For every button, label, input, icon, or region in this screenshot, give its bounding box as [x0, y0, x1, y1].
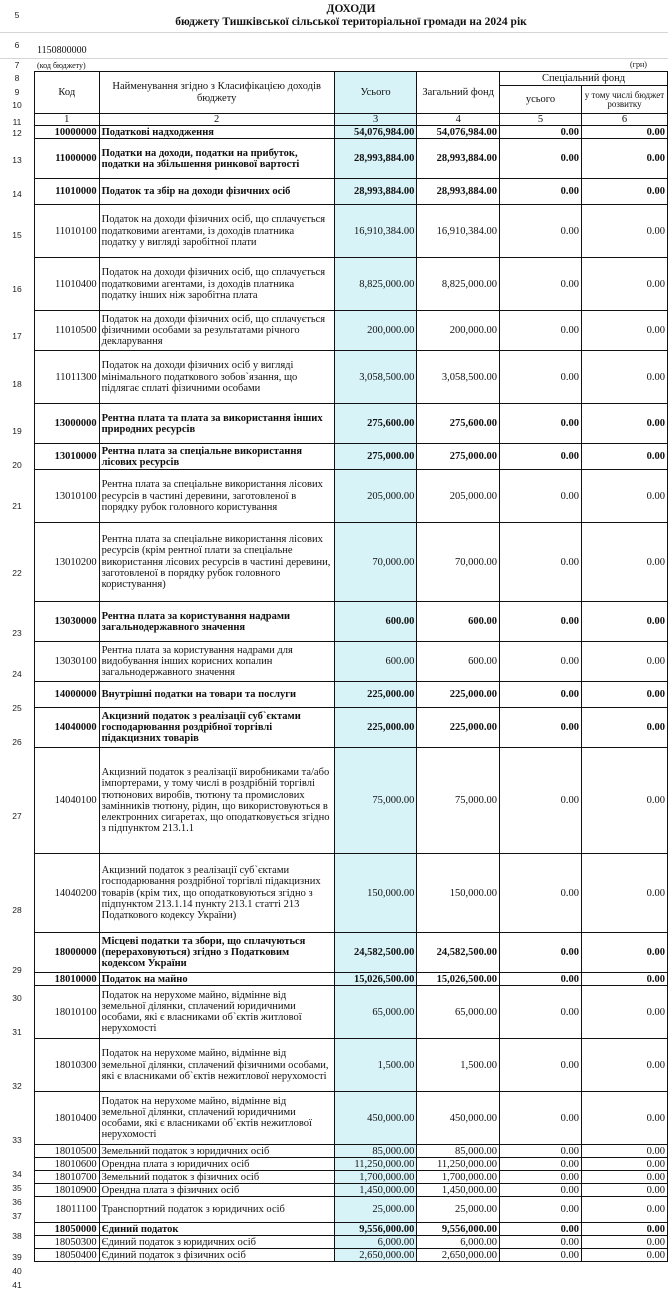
row-general: 6,000.00	[417, 1236, 500, 1249]
row-code: 11011300	[35, 351, 100, 404]
row-total: 75,000.00	[334, 748, 417, 854]
row-special: 0.00	[500, 205, 582, 258]
row-general: 16,910,384.00	[417, 205, 500, 258]
table-row	[35, 1158, 668, 1171]
table-row	[35, 404, 668, 444]
row-name: Податок на нерухоме майно, відмінне від земельної ділянки, сплачений юридичними особами, які є власниками об`єктів нежитлової нерухомості	[99, 1092, 334, 1145]
row-special: 0.00	[500, 708, 582, 748]
row-special: 0.00	[500, 682, 582, 708]
row-total: 85,000.00	[334, 1145, 417, 1158]
table-row	[35, 748, 668, 854]
row-total: 2,650,000.00	[334, 1249, 417, 1262]
budget-code: 1150800000	[37, 45, 87, 56]
row-code: 13030100	[35, 642, 100, 682]
row-development: 0.00	[581, 311, 667, 351]
row-number: 30	[12, 992, 22, 1003]
row-code: 18011100	[35, 1197, 100, 1223]
table-row	[35, 1039, 668, 1092]
row-number: 9	[14, 87, 20, 97]
row-total: 1,450,000.00	[334, 1184, 417, 1197]
row-general: 225,000.00	[417, 682, 500, 708]
row-development: 0.00	[581, 748, 667, 854]
row-development: 0.00	[581, 1092, 667, 1145]
row-special: 0.00	[500, 404, 582, 444]
row-number: 25	[12, 703, 22, 713]
table-row	[35, 1092, 668, 1145]
row-total: 200,000.00	[334, 311, 417, 351]
row-special: 0.00	[500, 1236, 582, 1249]
row-code: 11000000	[35, 139, 100, 179]
row-special: 0.00	[500, 311, 582, 351]
row-code: 18050000	[35, 1223, 100, 1236]
row-total: 24,582,500.00	[334, 933, 417, 973]
row-number: 16	[12, 283, 22, 294]
row-code: 18050300	[35, 1236, 100, 1249]
row-name: Акцизний податок з реалізації суб`єктами господарювання роздрібної торгівлі підакцизних товарів	[99, 708, 334, 748]
row-name: Орендна плата з фізичних осіб	[99, 1184, 334, 1197]
row-development: 0.00	[581, 1145, 667, 1158]
row-number: 21	[12, 500, 22, 511]
row-number: 14	[12, 189, 22, 199]
row-code: 18010300	[35, 1039, 100, 1092]
row-total: 450,000.00	[334, 1092, 417, 1145]
document-title: ДОХОДИ	[326, 3, 376, 15]
row-general: 70,000.00	[417, 523, 500, 602]
row-general: 600.00	[417, 602, 500, 642]
row-code: 13030000	[35, 602, 100, 642]
row-general: 1,700,000.00	[417, 1171, 500, 1184]
row-special: 0.00	[500, 1092, 582, 1145]
row-name: Податкові надходження	[99, 126, 334, 139]
table-row	[35, 1236, 668, 1249]
document-subtitle: бюджету Тишківської сільської територіальної громади на 2024 рік	[175, 16, 527, 28]
row-development: 0.00	[581, 404, 667, 444]
currency-label: (грн)	[630, 60, 647, 69]
table-row	[35, 973, 668, 986]
row-development: 0.00	[581, 1171, 667, 1184]
row-total: 600.00	[334, 642, 417, 682]
row-name: Транспортний податок з юридичних осіб	[99, 1197, 334, 1223]
table-row	[35, 258, 668, 311]
row-development: 0.00	[581, 642, 667, 682]
column-number: 4	[417, 114, 500, 126]
row-development: 0.00	[581, 854, 667, 933]
row-number: 12	[12, 127, 22, 138]
row-number: 41	[12, 1279, 22, 1290]
row-code: 11010100	[35, 205, 100, 258]
table-row	[35, 933, 668, 973]
table-row	[35, 311, 668, 351]
table-row	[35, 602, 668, 642]
row-number: 29	[12, 965, 22, 975]
row-special: 0.00	[500, 523, 582, 602]
table-row	[35, 1249, 668, 1262]
row-development: 0.00	[581, 682, 667, 708]
row-development: 0.00	[581, 933, 667, 973]
row-general: 9,556,000.00	[417, 1223, 500, 1236]
column-number: 6	[581, 114, 667, 126]
row-name: Податок та збір на доходи фізичних осіб	[99, 179, 334, 205]
table-row	[35, 642, 668, 682]
row-code: 18010600	[35, 1158, 100, 1171]
row-general: 11,250,000.00	[417, 1158, 500, 1171]
row-total: 1,700,000.00	[334, 1171, 417, 1184]
row-total: 65,000.00	[334, 986, 417, 1039]
row-general: 3,058,500.00	[417, 351, 500, 404]
row-code: 14040200	[35, 854, 100, 933]
table-row	[35, 205, 668, 258]
row-name: Податок на доходи фізичних осіб, що сплачується фізичними особами за результатами річного декларування	[99, 311, 334, 351]
row-special: 0.00	[500, 986, 582, 1039]
row-code: 18010700	[35, 1171, 100, 1184]
row-special: 0.00	[500, 1145, 582, 1158]
row-name: Податок на нерухоме майно, відмінне від земельної ділянки, сплачений юридичними особами, які є власниками об`єктів житлової нерухомості	[99, 986, 334, 1039]
row-number: 15	[12, 229, 22, 240]
table-row	[35, 470, 668, 523]
row-special: 0.00	[500, 470, 582, 523]
row-number: 8	[14, 73, 20, 83]
column-header-special-total: усього	[500, 86, 582, 114]
row-general: 54,076,984.00	[417, 126, 500, 139]
row-general: 28,993,884.00	[417, 139, 500, 179]
row-development: 0.00	[581, 205, 667, 258]
row-development: 0.00	[581, 1249, 667, 1262]
row-name: Єдиний податок з фізичних осіб	[99, 1249, 334, 1262]
row-general: 1,500.00	[417, 1039, 500, 1092]
row-special: 0.00	[500, 139, 582, 179]
row-total: 28,993,884.00	[334, 139, 417, 179]
row-development: 0.00	[581, 986, 667, 1039]
row-total: 15,026,500.00	[334, 973, 417, 986]
row-special: 0.00	[500, 1197, 582, 1223]
row-number: 40	[12, 1265, 22, 1276]
row-name: Податки на доходи, податки на прибуток, податки на збільшення ринкової вартості	[99, 139, 334, 179]
row-name: Земельний податок з фізичних осіб	[99, 1171, 334, 1184]
row-development: 0.00	[581, 1039, 667, 1092]
row-total: 25,000.00	[334, 1197, 417, 1223]
row-code: 18010500	[35, 1145, 100, 1158]
table-row	[35, 1197, 668, 1223]
row-number: 19	[12, 426, 22, 436]
row-name: Податок на доходи фізичних осіб, що сплачується податковими агентами, із доходів платника податку інших ніж заробітна плата	[99, 258, 334, 311]
row-code: 11010500	[35, 311, 100, 351]
row-name: Акцизний податок з реалізації виробниками та/або імпортерами, у тому числі в роздрібній торгівлі тютюнових виробів, тютюну та промислових замінників тютюну, рідин, що використовуються в електронних сигаретах, що оподатковується згідно з підпунктом 213.1.1	[99, 748, 334, 854]
row-number: 35	[12, 1182, 22, 1193]
column-number: 1	[35, 114, 100, 126]
row-general: 200,000.00	[417, 311, 500, 351]
row-special: 0.00	[500, 1171, 582, 1184]
row-name: Рентна плата за користування надрами загальнодержавного значення	[99, 602, 334, 642]
table-row	[35, 682, 668, 708]
table-row	[35, 1171, 668, 1184]
budget-code-label: (код бюджету)	[37, 61, 86, 70]
table-row	[35, 708, 668, 748]
row-special: 0.00	[500, 1223, 582, 1236]
row-total: 70,000.00	[334, 523, 417, 602]
row-number: 22	[12, 567, 22, 578]
row-general: 2,650,000.00	[417, 1249, 500, 1262]
row-number: 7	[14, 60, 20, 70]
column-header-code: Код	[35, 72, 100, 114]
row-special: 0.00	[500, 258, 582, 311]
row-general: 275,600.00	[417, 404, 500, 444]
row-development: 0.00	[581, 179, 667, 205]
row-total: 275,600.00	[334, 404, 417, 444]
row-name: Рентна плата за користування надрами для видобування інших корисних копалин загальнодержавного значення	[99, 642, 334, 682]
row-code: 11010400	[35, 258, 100, 311]
table-row	[35, 351, 668, 404]
row-name: Податок на доходи фізичних осіб у вигляді мінімального податкового зобов`язання, що підлягає сплаті фізичними особами	[99, 351, 334, 404]
row-total: 205,000.00	[334, 470, 417, 523]
row-special: 0.00	[500, 1249, 582, 1262]
row-number: 20	[12, 460, 22, 470]
row-number: 37	[12, 1210, 22, 1221]
row-special: 0.00	[500, 126, 582, 139]
row-general: 205,000.00	[417, 470, 500, 523]
row-total: 275,000.00	[334, 444, 417, 470]
row-special: 0.00	[500, 642, 582, 682]
column-header-special-dev: у тому числі бюджет розвитку	[581, 86, 667, 114]
row-special: 0.00	[500, 602, 582, 642]
row-number: 32	[12, 1080, 22, 1091]
row-total: 600.00	[334, 602, 417, 642]
row-code: 18010000	[35, 973, 100, 986]
row-development: 0.00	[581, 602, 667, 642]
row-name: Акцизний податок з реалізації суб`єктами господарювання роздрібної торгівлі підакцизних товарів (крім тих, що оподатковуються згідно з підпунктом 213.1.14 пункту 213.1 статті 213 Податкового кодексу України)	[99, 854, 334, 933]
row-number: 28	[12, 904, 22, 915]
row-number: 18	[12, 378, 22, 389]
row-number: 26	[12, 737, 22, 747]
row-total: 150,000.00	[334, 854, 417, 933]
row-general: 25,000.00	[417, 1197, 500, 1223]
column-header-total: Усього	[334, 72, 417, 114]
table-row	[35, 139, 668, 179]
table-row	[35, 1145, 668, 1158]
row-name: Податок на доходи фізичних осіб, що сплачується податковими агентами, із доходів платника податку у вигляді заробітної плати	[99, 205, 334, 258]
row-code: 13010000	[35, 444, 100, 470]
row-special: 0.00	[500, 1158, 582, 1171]
row-number: 11	[12, 117, 22, 127]
row-number: 10	[12, 100, 22, 110]
row-name: Рентна плата за спеціальне використання лісових ресурсів (крім рентної плати за спеціальне використання лісових ресурсів в частині деревини, заготовленої в порядку рубок головного користування)	[99, 523, 334, 602]
row-special: 0.00	[500, 1039, 582, 1092]
row-total: 8,825,000.00	[334, 258, 417, 311]
row-special: 0.00	[500, 973, 582, 986]
row-name: Єдиний податок	[99, 1223, 334, 1236]
row-development: 0.00	[581, 444, 667, 470]
table-row	[35, 523, 668, 602]
row-name: Єдиний податок з юридичних осіб	[99, 1236, 334, 1249]
row-total: 225,000.00	[334, 708, 417, 748]
row-number: 31	[12, 1026, 22, 1037]
row-number: 33	[12, 1134, 22, 1145]
row-total: 9,556,000.00	[334, 1223, 417, 1236]
row-general: 65,000.00	[417, 986, 500, 1039]
row-code: 18000000	[35, 933, 100, 973]
row-development: 0.00	[581, 1236, 667, 1249]
row-general: 150,000.00	[417, 854, 500, 933]
row-development: 0.00	[581, 351, 667, 404]
row-general: 8,825,000.00	[417, 258, 500, 311]
table-row	[35, 1223, 668, 1236]
table-row	[35, 444, 668, 470]
row-name: Внутрішні податки на товари та послуги	[99, 682, 334, 708]
row-name: Рентна плата та плата за використання інших природних ресурсів	[99, 404, 334, 444]
row-code: 14040100	[35, 748, 100, 854]
row-general: 28,993,884.00	[417, 179, 500, 205]
column-number: 2	[99, 114, 334, 126]
row-general: 225,000.00	[417, 708, 500, 748]
table-row	[35, 986, 668, 1039]
row-development: 0.00	[581, 470, 667, 523]
row-general: 85,000.00	[417, 1145, 500, 1158]
row-code: 18010900	[35, 1184, 100, 1197]
row-number: 34	[12, 1168, 22, 1179]
column-header-name: Найменування згідно з Класифікацією доходів бюджету	[99, 72, 334, 114]
row-code: 13010200	[35, 523, 100, 602]
row-code: 18010100	[35, 986, 100, 1039]
row-code: 11010000	[35, 179, 100, 205]
row-code: 18050400	[35, 1249, 100, 1262]
row-code: 10000000	[35, 126, 100, 139]
row-number: 23	[12, 628, 22, 638]
row-special: 0.00	[500, 1184, 582, 1197]
row-number: 39	[12, 1251, 22, 1262]
row-general: 75,000.00	[417, 748, 500, 854]
row-development: 0.00	[581, 523, 667, 602]
row-name: Податок на нерухоме майно, відмінне від земельної ділянки, сплачений фізичними особами, які є власниками об`єктів нежитлової нерухомості	[99, 1039, 334, 1092]
row-development: 0.00	[581, 258, 667, 311]
row-name: Податок на майно	[99, 973, 334, 986]
row-number: 17	[12, 331, 22, 341]
row-name: Рентна плата за спеціальне використання лісових ресурсів в частині деревини, заготовленої в порядку рубок головного користування	[99, 470, 334, 523]
row-development: 0.00	[581, 1197, 667, 1223]
row-name: Земельний податок з юридичних осіб	[99, 1145, 334, 1158]
row-number: 38	[12, 1231, 22, 1241]
column-header-special: Спеціальний фонд	[500, 72, 668, 86]
row-name: Орендна плата з юридичних осіб	[99, 1158, 334, 1171]
row-development: 0.00	[581, 708, 667, 748]
row-special: 0.00	[500, 444, 582, 470]
row-special: 0.00	[500, 854, 582, 933]
row-code: 18010400	[35, 1092, 100, 1145]
row-general: 15,026,500.00	[417, 973, 500, 986]
row-name: Рентна плата за спеціальне використання лісових ресурсів	[99, 444, 334, 470]
row-development: 0.00	[581, 1184, 667, 1197]
column-header-general: Загальний фонд	[417, 72, 500, 114]
row-general: 24,582,500.00	[417, 933, 500, 973]
row-general: 275,000.00	[417, 444, 500, 470]
row-total: 6,000.00	[334, 1236, 417, 1249]
row-general: 600.00	[417, 642, 500, 682]
row-total: 28,993,884.00	[334, 179, 417, 205]
row-number: 6	[14, 40, 20, 50]
row-total: 54,076,984.00	[334, 126, 417, 139]
table-row	[35, 854, 668, 933]
row-development: 0.00	[581, 139, 667, 179]
column-number: 3	[334, 114, 417, 126]
row-number: 13	[12, 155, 22, 165]
row-total: 16,910,384.00	[334, 205, 417, 258]
row-code: 14000000	[35, 682, 100, 708]
row-total: 1,500.00	[334, 1039, 417, 1092]
row-general: 450,000.00	[417, 1092, 500, 1145]
row-total: 225,000.00	[334, 682, 417, 708]
row-code: 14040000	[35, 708, 100, 748]
column-number: 5	[500, 114, 582, 126]
table-row	[35, 1184, 668, 1197]
table-row	[35, 126, 668, 139]
row-total: 3,058,500.00	[334, 351, 417, 404]
row-special: 0.00	[500, 933, 582, 973]
row-special: 0.00	[500, 748, 582, 854]
row-special: 0.00	[500, 179, 582, 205]
table-row	[35, 179, 668, 205]
row-number: 36	[12, 1196, 22, 1207]
row-total: 11,250,000.00	[334, 1158, 417, 1171]
row-development: 0.00	[581, 126, 667, 139]
row-general: 1,450,000.00	[417, 1184, 500, 1197]
row-development: 0.00	[581, 973, 667, 986]
revenue-table	[34, 71, 668, 1262]
row-number: 5	[14, 10, 20, 20]
row-name: Місцеві податки та збори, що сплачуються (перераховуються) згідно з Податковим кодексом України	[99, 933, 334, 973]
row-special: 0.00	[500, 351, 582, 404]
row-number: 27	[12, 811, 22, 821]
row-number: 24	[12, 669, 22, 679]
row-code: 13010100	[35, 470, 100, 523]
row-development: 0.00	[581, 1223, 667, 1236]
row-code: 13000000	[35, 404, 100, 444]
row-development: 0.00	[581, 1158, 667, 1171]
